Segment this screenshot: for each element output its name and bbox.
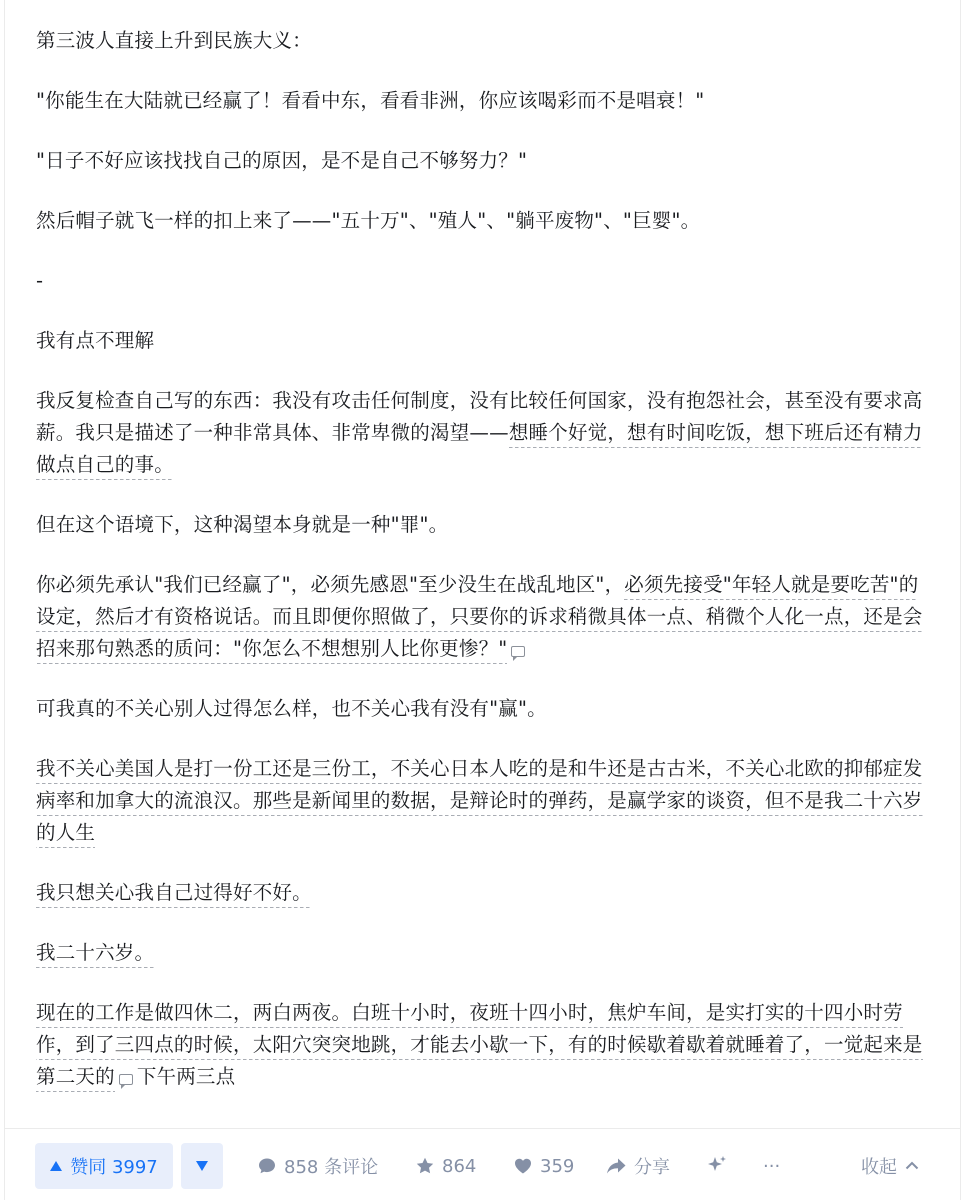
collapse-button[interactable] [861, 1143, 921, 1189]
share-label: 分享 [634, 1157, 670, 1178]
highlighted-segment[interactable]: 现在的工作是做四休二，两白两夜。白班十小时，夜班十四小时，焦炉车间，是实打实的十四小时劳作，到了三四点的时候，太阳穴突突地跳，才能去小歇一下，有的时候歇着歇着就睡着了，一觉起来是第二天的 [36, 1001, 923, 1092]
paragraph [36, 997, 926, 1093]
paragraph [36, 753, 926, 849]
favorites-label: 864 [442, 1155, 477, 1177]
paragraph: - [36, 269, 44, 292]
more-icon: ··· [763, 1155, 781, 1177]
paragraph [36, 385, 926, 481]
paragraph [36, 937, 926, 969]
collapse-label: 收起 [861, 1157, 897, 1178]
triangle-up-icon [50, 1161, 62, 1171]
answer-content [36, 25, 926, 1121]
vote-up-button[interactable] [35, 1143, 173, 1189]
heart-icon [513, 1156, 533, 1176]
text-segment: 下午两三点 [136, 1065, 236, 1088]
comment-icon [257, 1156, 277, 1176]
highlighted-segment[interactable]: 我二十六岁。 [36, 941, 154, 968]
paragraph: 但在这个语境下，这种渴望本身就是一种"罪"。 [36, 513, 449, 536]
sparkle-icon [705, 1154, 729, 1178]
paragraph: 我有点不理解 [36, 329, 155, 352]
ai-sparkle-button[interactable] [705, 1143, 736, 1189]
more-button[interactable] [763, 1143, 780, 1189]
paragraph [36, 569, 926, 665]
vote-up-label: 赞同 3997 [70, 1157, 158, 1178]
chevron-up-icon [903, 1157, 921, 1175]
paragraph: 第三波人直接上升到民族大义： [36, 29, 312, 52]
paragraph: 可我真的不关心别人过得怎么样，也不关心我有没有"赢"。 [36, 697, 547, 720]
share-button[interactable] [605, 1143, 670, 1189]
action-toolbar [5, 1128, 960, 1201]
highlighted-segment[interactable]: 我不关心美国人是打一份工还是三份工，不关心日本人吃的是和牛还是古古米，不关心北欧的抑郁症发病率和加拿大的流浪汉。那些是新闻里的数据，是辩论时的弹药，是赢学家的谈资，但不是我二十六岁的人生 [36, 757, 923, 848]
highlighted-segment[interactable]: 想睡个好觉，想有时间吃饭，想下班后还有精力做点自己的事。 [36, 421, 923, 480]
favorite-button[interactable] [415, 1143, 476, 1189]
likes-label: 359 [540, 1155, 575, 1177]
triangle-down-icon [196, 1161, 208, 1171]
paragraph: "日子不好应该找找自己的原因，是不是自己不够努力？" [36, 149, 528, 172]
star-icon [415, 1156, 435, 1176]
like-button[interactable] [513, 1143, 574, 1189]
comment-bubble-icon[interactable] [119, 1074, 133, 1085]
comments-label: 858 条评论 [284, 1157, 379, 1178]
vote-down-button[interactable] [181, 1143, 223, 1189]
text-segment: 我反复检查自己写的东西：我没有攻击任何制度，没有比较任何国家，没有抱怨社会，甚至没有要求高薪。我只是描述了一种非常具体、非常卑微的渴望—— [36, 389, 923, 444]
text-segment: 你必须先承认"我们已经赢了"，必须先感恩"至少没生在战乱地区"， [36, 573, 625, 596]
highlighted-segment[interactable]: 我只想关心我自己过得好不好。 [36, 881, 312, 908]
highlighted-segment[interactable]: 必须先接受"年轻人就是要吃苦"的设定，然后才有资格说话。而且即便你照做了，只要你的诉求稍微具体一点、稍微个人化一点，还是会招来那句熟悉的质问："你怎么不想想别人比你更惨？" [36, 573, 923, 664]
paragraph [36, 877, 926, 909]
comment-bubble-icon[interactable] [511, 646, 525, 657]
share-icon [605, 1156, 627, 1176]
paragraph: 然后帽子就飞一样的扣上来了——"五十万"、"殖人"、"躺平废物"、"巨婴"。 [36, 209, 701, 232]
comments-button[interactable] [257, 1143, 378, 1189]
paragraph: "你能生在大陆就已经赢了！看看中东，看看非洲，你应该喝彩而不是唱衰！" [36, 89, 705, 112]
